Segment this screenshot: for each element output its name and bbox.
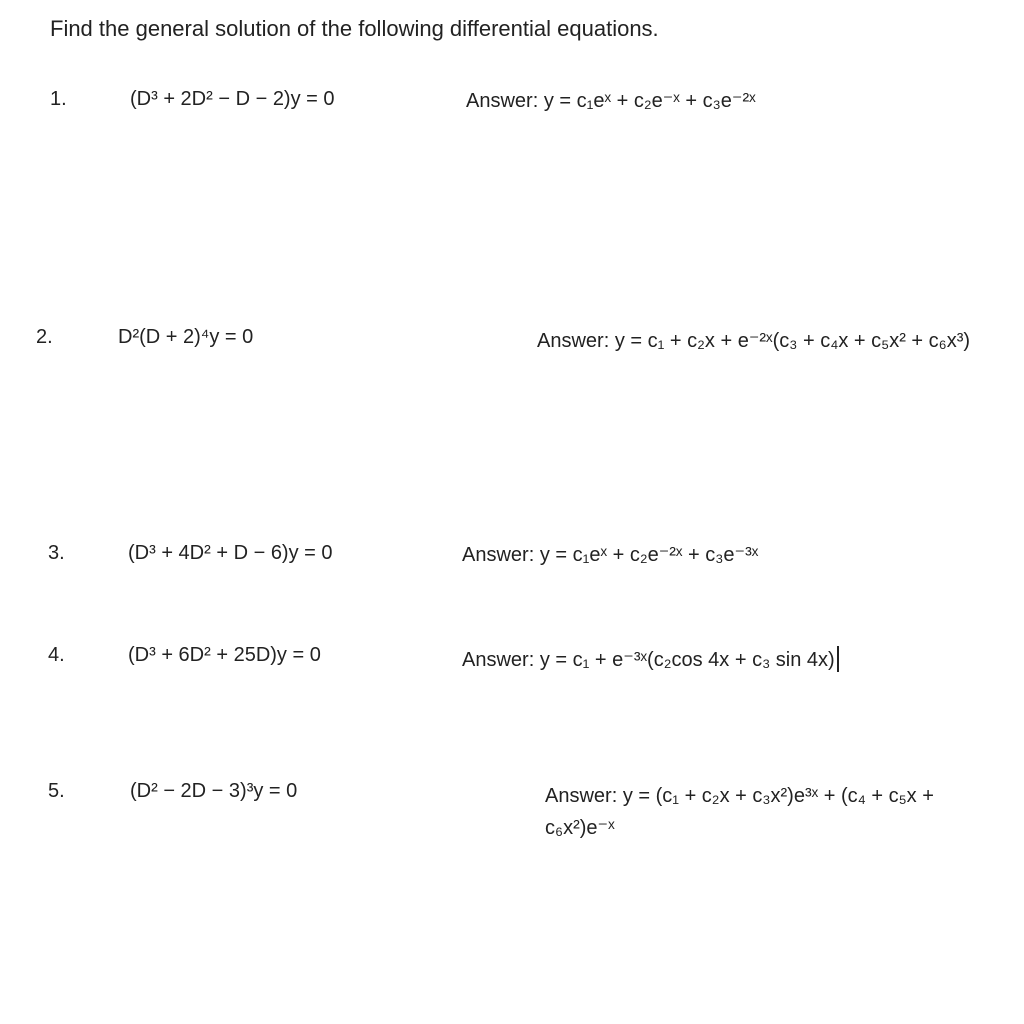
answer-label: Answer:	[462, 544, 535, 566]
problem-3-solution: y = c₁eˣ + c₂e⁻²ˣ + c₃e⁻³ˣ	[539, 544, 759, 566]
answer-label: Answer:	[466, 90, 539, 112]
problem-1-number: 1.	[50, 88, 67, 110]
problem-1-equation: (D³ + 2D² − D − 2)y = 0	[130, 88, 335, 110]
problem-1-answer	[466, 88, 756, 113]
problem-5-number: 5.	[48, 780, 65, 802]
problem-2-answer	[537, 326, 987, 356]
text-cursor	[837, 646, 839, 672]
problem-2-solution: y = c₁ + c₂x + e⁻²ˣ(c₃ + c₄x + c₅x² + c₆x³)	[614, 330, 971, 352]
page-title: Find the general solution of the following differential equations.	[50, 16, 659, 41]
answer-label: Answer:	[545, 785, 618, 807]
problem-4-equation: (D³ + 6D² + 25D)y = 0	[128, 644, 321, 666]
problem-5-equation: (D² − 2D − 3)³y = 0	[130, 780, 298, 802]
problem-3-answer	[462, 542, 758, 567]
problem-4-number: 4.	[48, 644, 65, 666]
answer-label: Answer:	[462, 649, 535, 671]
answer-label: Answer:	[537, 330, 610, 352]
problem-5-solution: y = (c₁ + c₂x + c₃x²)e³ˣ + (c₄ + c₅x + c₆x²)e⁻ˣ	[545, 785, 934, 839]
problem-1-solution: y = c₁eˣ + c₂e⁻ˣ + c₃e⁻²ˣ	[543, 90, 756, 112]
problem-2-equation: D²(D + 2)⁴y = 0	[118, 326, 254, 348]
problem-5-answer	[545, 780, 985, 844]
problem-3-equation: (D³ + 4D² + D − 6)y = 0	[128, 542, 333, 564]
problem-3-number: 3.	[48, 542, 65, 564]
problem-2-number: 2.	[36, 326, 53, 348]
problem-4-solution: y = c₁ + e⁻³ˣ(c₂cos 4x + c₃ sin 4x)	[539, 649, 835, 671]
problem-4-answer[interactable]	[462, 644, 862, 676]
